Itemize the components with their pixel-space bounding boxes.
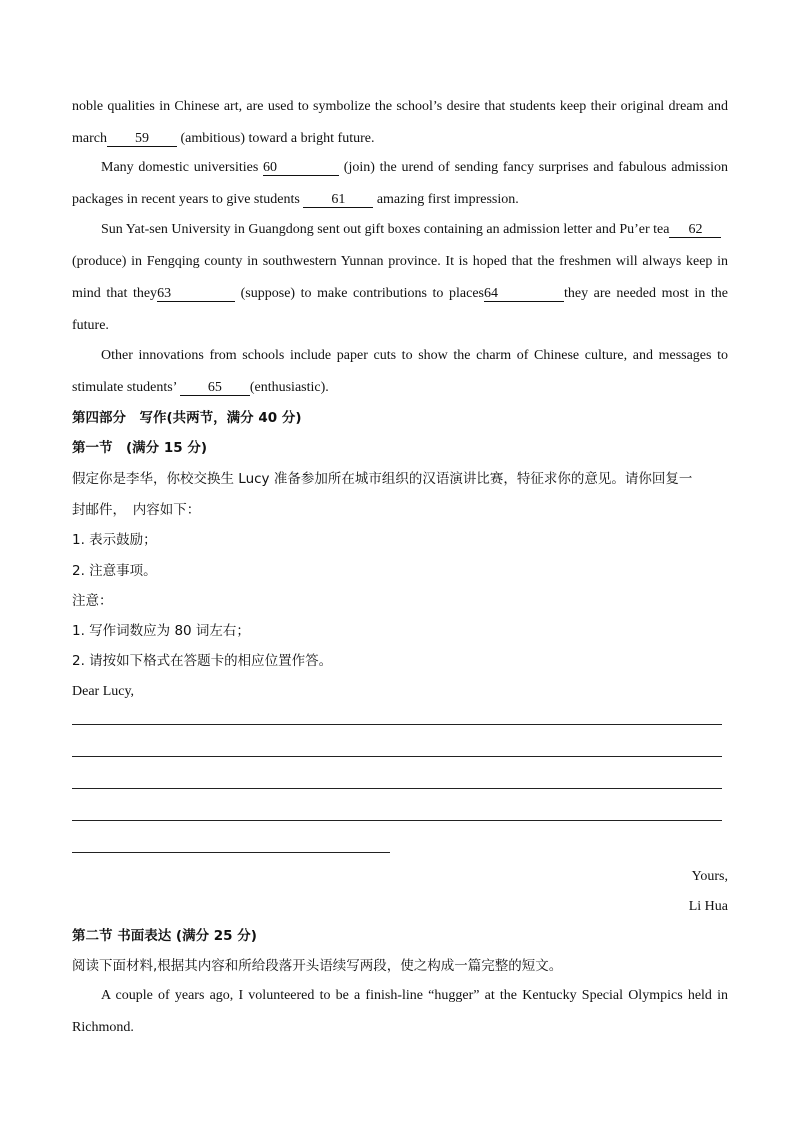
writing-line-2[interactable] bbox=[72, 756, 722, 757]
content-item-2: 2. 注意事项。 bbox=[72, 563, 157, 579]
letter-closing: Yours, bbox=[691, 869, 728, 884]
passage-line-2: march 59 (ambitious) toward a bright future. bbox=[72, 131, 375, 146]
section1-heading: 第一节 (满分 15 分) bbox=[72, 440, 208, 456]
passage-line-7: mind that they63 (suppose) to make contributions to places64 they are needed most in the bbox=[72, 286, 728, 301]
passage-line-8: future. bbox=[72, 318, 109, 333]
passage-line-3: Many domestic universities 60 (join) the urend of sending fancy surprises and fabulous admission bbox=[101, 160, 728, 175]
writing-line-1[interactable] bbox=[72, 724, 722, 725]
blank-59[interactable]: 59 bbox=[107, 131, 177, 147]
story-line-1: A couple of years ago, I volunteered to be a finish-line “hugger” at the Kentucky Special Olympics held in bbox=[101, 988, 728, 1003]
blank-65[interactable]: 65 bbox=[180, 380, 250, 396]
passage-line-5: Sun Yat-sen University in Guangdong sent out gift boxes containing an admission letter and Pu’er tea 62 bbox=[101, 221, 728, 239]
note-item-1: 1. 写作词数应为 80 词左右； bbox=[72, 623, 250, 639]
writing-line-5[interactable] bbox=[72, 852, 390, 853]
prompt-line-2: 封邮件， 内容如下： bbox=[72, 502, 201, 518]
blank-61[interactable]: 61 bbox=[303, 192, 373, 208]
blank-60[interactable]: 60 bbox=[263, 160, 339, 176]
part4-heading: 第四部分 写作(共两节，满分 40 分) bbox=[72, 410, 302, 426]
passage-line-10: stimulate students’ 65 (enthusiastic). bbox=[72, 380, 329, 395]
letter-signature: Li Hua bbox=[688, 899, 728, 914]
blank-62[interactable]: 62 bbox=[669, 222, 721, 238]
note-label: 注意： bbox=[72, 593, 113, 609]
passage-line-1: noble qualities in Chinese art, are used to symbolize the school’s desire that students keep their original dream and bbox=[72, 99, 728, 114]
letter-greeting: Dear Lucy, bbox=[72, 684, 135, 699]
writing-line-3[interactable] bbox=[72, 788, 722, 789]
section2-heading: 第二节 书面表达 (满分 25 分) bbox=[72, 928, 257, 944]
prompt-line-1: 假定你是李华，你校交换生 Lucy 准备参加所在城市组织的汉语演讲比赛，特征求你的意见。请你回复一 bbox=[72, 471, 693, 487]
passage-line-6: (produce) in Fengqing county in southwestern Yunnan province. It is hoped that the freshmen will always keep in bbox=[72, 254, 728, 269]
section2-instructions: 阅读下面材料,根据其内容和所给段落开头语续写两段，使之构成一篇完整的短文。 bbox=[72, 958, 563, 974]
writing-line-4[interactable] bbox=[72, 820, 722, 821]
blank-63[interactable]: 63 bbox=[157, 286, 235, 302]
passage-line-4: packages in recent years to give students 61 amazing first impression. bbox=[72, 192, 519, 207]
content-item-1: 1. 表示鼓励； bbox=[72, 532, 157, 548]
passage-line-9: Other innovations from schools include paper cuts to show the charm of Chinese culture, and messages to bbox=[101, 348, 728, 363]
blank-64[interactable]: 64 bbox=[484, 286, 564, 302]
story-line-2: Richmond. bbox=[72, 1020, 134, 1035]
note-item-2: 2. 请按如下格式在答题卡的相应位置作答。 bbox=[72, 653, 333, 669]
